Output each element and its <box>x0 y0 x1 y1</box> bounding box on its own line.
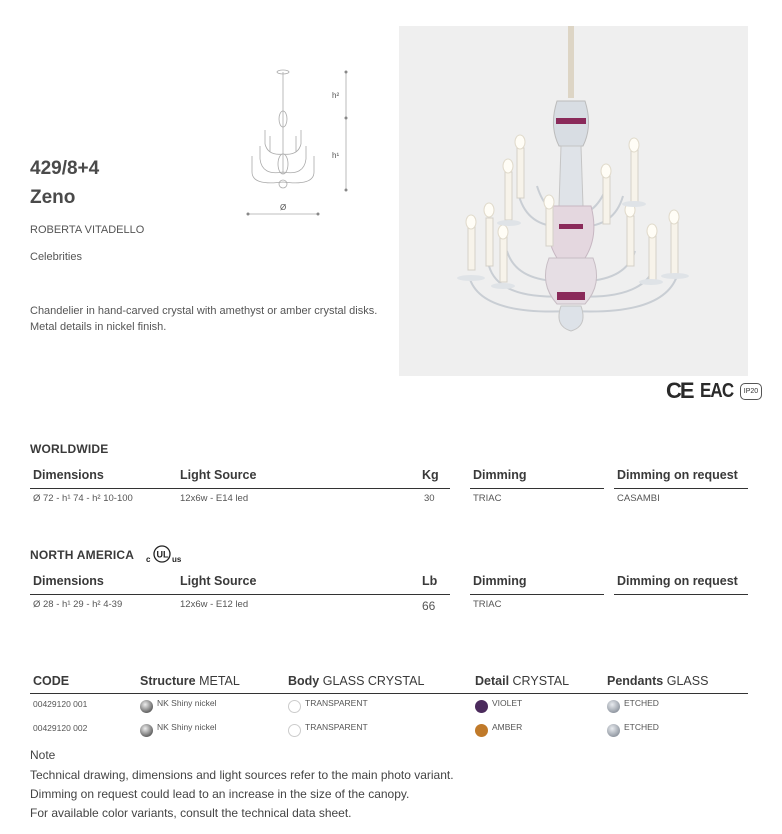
variant-code: 00429120 001 <box>33 699 88 709</box>
ul-us-label: us <box>172 555 182 564</box>
table-divider <box>614 594 748 595</box>
variant-structure: NK Shiny nickel <box>157 722 217 732</box>
product-name: Zeno <box>30 187 76 208</box>
variants-header-detail: Detail CRYSTAL <box>475 674 570 688</box>
description-line: Chandelier in hand-carved crystal with amethyst or amber crystal disks. <box>30 305 378 317</box>
worldwide-title: WORLDWIDE <box>30 442 109 456</box>
eac-mark-icon: EAC <box>699 380 733 402</box>
ww-dimensions-value: Ø 72 - h¹ 74 - h² 10-100 <box>33 493 133 504</box>
variant-pendants: ETCHED <box>624 722 659 732</box>
shiny-nickel-swatch-icon <box>140 724 153 737</box>
ww-weight-value: 30 <box>424 493 435 504</box>
ww-light-source-value: 12x6w - E14 led <box>180 493 249 504</box>
note-line: For available color variants, consult the technical data sheet. <box>30 806 352 820</box>
variants-header-body: Body GLASS CRYSTAL <box>288 674 425 688</box>
amber-swatch-icon <box>475 724 488 737</box>
table-divider <box>614 488 748 489</box>
variant-detail: VIOLET <box>492 698 523 708</box>
table-divider <box>30 488 450 489</box>
na-light-source-value: 12x6w - E12 led <box>180 599 249 610</box>
table-divider <box>30 594 450 595</box>
ww-header-dimming-on-request: Dimming on request <box>617 468 738 482</box>
na-header-dimming-on-request: Dimming on request <box>617 574 738 588</box>
ul-c-label: c <box>146 555 151 564</box>
variants-header-code: CODE <box>33 674 70 688</box>
na-header-light-source: Light Source <box>180 574 257 588</box>
na-header-weight: Lb <box>422 574 438 588</box>
variant-code: 00429120 002 <box>33 723 88 733</box>
h1-label: h¹ <box>332 151 340 160</box>
technical-drawing <box>240 64 360 224</box>
variant-detail: AMBER <box>492 722 523 732</box>
ww-dimming-value: TRIAC <box>473 493 502 504</box>
na-dimming-value: TRIAC <box>473 599 502 610</box>
ip-rating-badge: IP20 <box>740 383 762 400</box>
product-description <box>30 303 390 335</box>
ul-ul-label: UL <box>156 549 169 560</box>
collection-name: Celebrities <box>30 251 82 263</box>
na-header-dimming: Dimming <box>473 574 527 588</box>
table-divider <box>470 488 604 489</box>
h2-label: h² <box>332 91 340 100</box>
na-weight-value: 66 <box>422 599 436 613</box>
variants-header-pendants: Pendants GLASS <box>607 674 709 688</box>
north-america-title: NORTH AMERICA <box>30 548 135 562</box>
certifications <box>666 380 762 402</box>
transparent-swatch-icon <box>288 700 301 713</box>
variant-structure: NK Shiny nickel <box>157 698 217 708</box>
note-line: Dimming on request could lead to an increase in the size of the canopy. <box>30 787 410 801</box>
ww-header-weight: Kg <box>422 468 439 482</box>
ul-listed-icon <box>146 544 186 564</box>
designer-name: ROBERTA VITADELLO <box>30 224 145 236</box>
na-dimensions-value: Ø 28 - h¹ 29 - h² 4-39 <box>33 599 123 610</box>
na-header-dimensions: Dimensions <box>33 574 104 588</box>
variants-header-structure: Structure METAL <box>140 674 240 688</box>
description-line: Metal details in nickel finish. <box>30 321 167 333</box>
ww-header-dimming: Dimming <box>473 468 527 482</box>
etched-glass-swatch-icon <box>607 700 620 713</box>
transparent-swatch-icon <box>288 724 301 737</box>
ce-mark-icon: CE <box>666 378 693 403</box>
note-title: Note <box>30 748 56 762</box>
variant-pendants: ETCHED <box>624 698 659 708</box>
variant-body: TRANSPARENT <box>305 698 368 708</box>
product-photo <box>399 26 748 376</box>
ww-header-light-source: Light Source <box>180 468 257 482</box>
violet-swatch-icon <box>475 700 488 713</box>
ww-dimming-on-request-value: CASAMBI <box>617 493 660 504</box>
ww-header-dimensions: Dimensions <box>33 468 104 482</box>
shiny-nickel-swatch-icon <box>140 700 153 713</box>
product-code: 429/8+4 <box>30 158 100 179</box>
table-divider <box>30 693 748 694</box>
diameter-label: Ø <box>280 203 287 212</box>
table-divider <box>470 594 604 595</box>
etched-glass-swatch-icon <box>607 724 620 737</box>
variant-body: TRANSPARENT <box>305 722 368 732</box>
note-line: Technical drawing, dimensions and light sources refer to the main photo variant. <box>30 768 454 782</box>
